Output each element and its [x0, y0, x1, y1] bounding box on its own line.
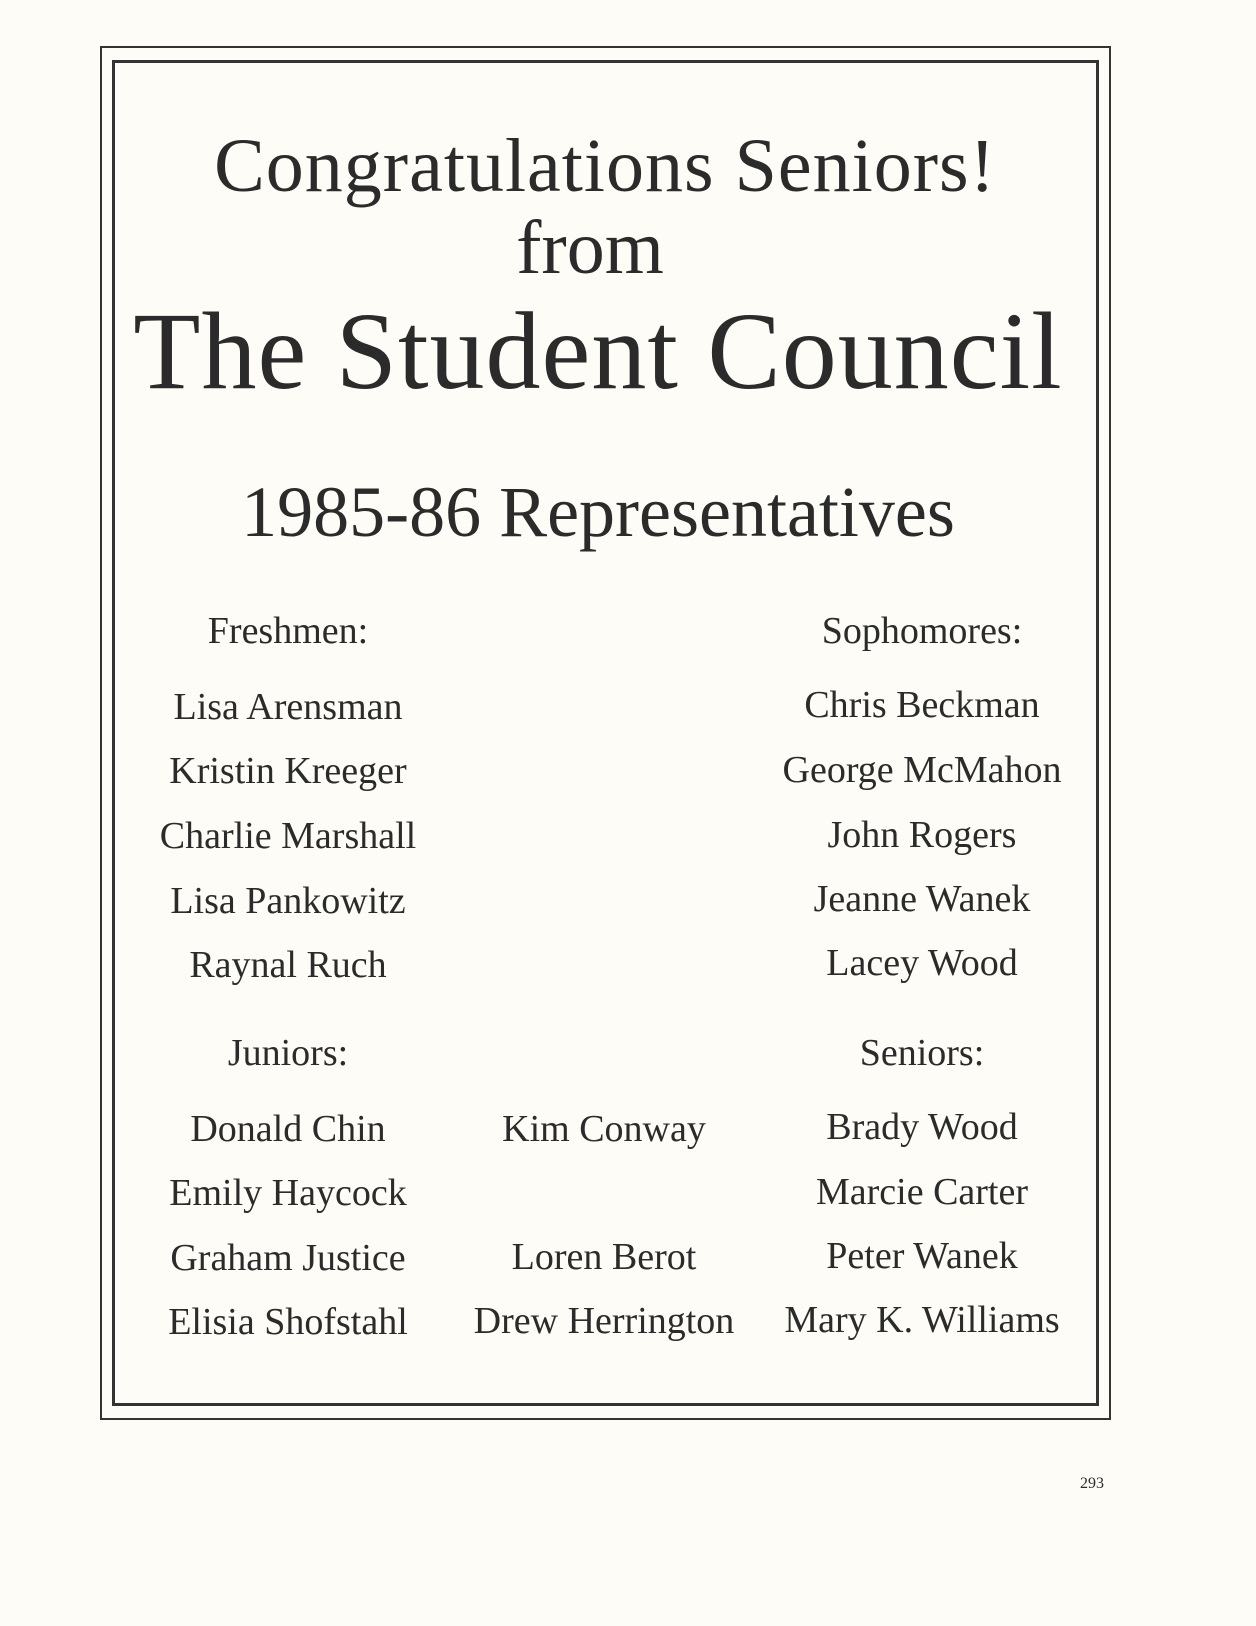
sophomores-name: George McMahon — [782, 749, 1062, 791]
seniors-name: Marcie Carter — [815, 1171, 1029, 1213]
freshmen-name: Lisa Arensman — [173, 686, 403, 728]
heading-student-council: The Student Council — [133, 290, 1063, 412]
sophomores-name: Jeanne Wanek — [813, 878, 1031, 920]
seniors-name: Peter Wanek — [826, 1235, 1018, 1277]
seniors-name: Mary K. Williams — [784, 1299, 1060, 1341]
sophomores-name: Lacey Wood — [826, 942, 1018, 984]
juniors-name: Drew Herrington — [473, 1300, 735, 1342]
freshmen-name: Raynal Ruch — [189, 944, 387, 986]
sophomores-name: John Rogers — [827, 814, 1017, 856]
juniors-label: Juniors: — [227, 1032, 349, 1074]
seniors-label: Seniors: — [859, 1032, 985, 1074]
sophomores-name: Chris Beckman — [804, 684, 1040, 726]
freshmen-name: Lisa Pankowitz — [170, 880, 406, 922]
juniors-name: Graham Justice — [170, 1237, 406, 1279]
sophomores-label: Sophomores: — [821, 610, 1023, 652]
juniors-name: Loren Berot — [511, 1236, 697, 1278]
page-number: 293 — [1080, 1475, 1104, 1492]
seniors-name: Brady Wood — [826, 1106, 1018, 1148]
freshmen-label: Freshmen: — [207, 610, 369, 652]
heading-representatives: 1985-86 Representatives — [241, 472, 955, 552]
juniors-name: Elisia Shofstahl — [168, 1301, 408, 1343]
juniors-name: Kim Conway — [502, 1108, 706, 1150]
freshmen-name: Kristin Kreeger — [169, 750, 407, 792]
freshmen-name: Charlie Marshall — [159, 815, 417, 857]
juniors-name: Donald Chin — [190, 1108, 386, 1150]
juniors-name: Emily Haycock — [169, 1172, 407, 1214]
heading-congratulations: Congratulations Seniors! — [214, 124, 996, 208]
heading-from: from — [516, 206, 664, 290]
